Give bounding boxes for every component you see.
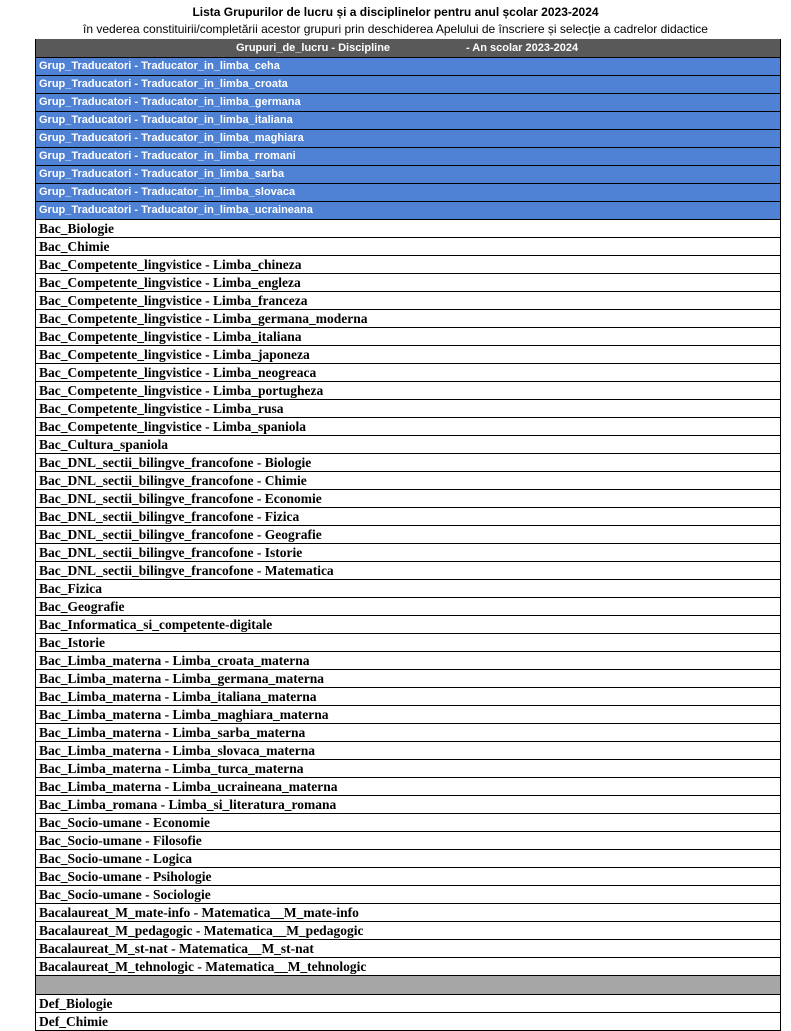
traducatori-section — [36, 58, 780, 220]
table-row: Grup_Traducatori - Traducator_in_limba_croata — [36, 76, 780, 94]
table-row: Def_Biologie — [36, 995, 780, 1013]
table-row: Grup_Traducatori - Traducator_in_limba_maghiara — [36, 130, 780, 148]
table-row: Bac_Informatica_si_competente-digitale — [36, 616, 780, 634]
document-subtitle: în vederea constituirii/completării acestor grupuri prin deschiderea Apelului de înscriere și selecție a cadrelor didactice — [83, 22, 708, 36]
table-row: Bac_Istorie — [36, 634, 780, 652]
table-row: Bacalaureat_M_tehnologic - Matematica__M_tehnologic — [36, 958, 780, 976]
table-row: Bac_Competente_lingvistice - Limba_italiana — [36, 328, 780, 346]
table-row: Grup_Traducatori - Traducator_in_limba_sarba — [36, 166, 780, 184]
table-row: Bac_Limba_materna - Limba_sarba_materna — [36, 724, 780, 742]
table-row: Bac_Limba_romana - Limba_si_literatura_romana — [36, 796, 780, 814]
table-row: Bac_Competente_lingvistice - Limba_franceza — [36, 292, 780, 310]
table-row: Bacalaureat_M_pedagogic - Matematica__M_pedagogic — [36, 922, 780, 940]
table-row: Bac_Limba_materna - Limba_ucraineana_materna — [36, 778, 780, 796]
header-school-year: - An scolar 2023-2024 — [466, 42, 579, 54]
groups-table — [35, 39, 781, 1031]
table-row: Bac_Chimie — [36, 238, 780, 256]
table-row: Def_Chimie — [36, 1013, 780, 1031]
table-row: Grup_Traducatori - Traducator_in_limba_germana — [36, 94, 780, 112]
table-row: Bac_Competente_lingvistice - Limba_chineza — [36, 256, 780, 274]
table-row: Bac_Competente_lingvistice - Limba_spaniola — [36, 418, 780, 436]
table-row: Bac_Socio-umane - Economie — [36, 814, 780, 832]
table-row: Bac_Competente_lingvistice - Limba_neogreaca — [36, 364, 780, 382]
table-row: Bacalaureat_M_st-nat - Matematica__M_st-nat — [36, 940, 780, 958]
table-row: Grup_Traducatori - Traducator_in_limba_italiana — [36, 112, 780, 130]
table-row: Bacalaureat_M_mate-info - Matematica__M_mate-info — [36, 904, 780, 922]
table-row: Bac_Competente_lingvistice - Limba_germana_moderna — [36, 310, 780, 328]
table-row: Bac_DNL_sectii_bilingve_francofone - Geografie — [36, 526, 780, 544]
table-row: Bac_Competente_lingvistice - Limba_engleza — [36, 274, 780, 292]
table-row: Bac_Geografie — [36, 598, 780, 616]
table-row: Bac_Limba_materna - Limba_maghiara_materna — [36, 706, 780, 724]
table-row: Bac_DNL_sectii_bilingve_francofone - Fizica — [36, 508, 780, 526]
table-row: Bac_Competente_lingvistice - Limba_rusa — [36, 400, 780, 418]
table-row: Grup_Traducatori - Traducator_in_limba_slovaca — [36, 184, 780, 202]
table-row: Bac_Competente_lingvistice - Limba_japoneza — [36, 346, 780, 364]
table-row: Bac_Fizica — [36, 580, 780, 598]
table-row: Bac_DNL_sectii_bilingve_francofone - Matematica — [36, 562, 780, 580]
bac-section — [36, 220, 780, 976]
table-header — [36, 39, 780, 58]
table-row: Bac_Limba_materna - Limba_germana_materna — [36, 670, 780, 688]
table-row: Grup_Traducatori - Traducator_in_limba_rromani — [36, 148, 780, 166]
table-row: Bac_Biologie — [36, 220, 780, 238]
table-row: Grup_Traducatori - Traducator_in_limba_ceha — [36, 58, 780, 76]
table-row: Grup_Traducatori - Traducator_in_limba_ucraineana — [36, 202, 780, 220]
table-row: Bac_Cultura_spaniola — [36, 436, 780, 454]
def-section — [36, 995, 780, 1031]
table-row: Bac_DNL_sectii_bilingve_francofone - Economie — [36, 490, 780, 508]
table-row: Bac_DNL_sectii_bilingve_francofone - Chimie — [36, 472, 780, 490]
table-row: Bac_Limba_materna - Limba_croata_materna — [36, 652, 780, 670]
table-row: Bac_Limba_materna - Limba_turca_materna — [36, 760, 780, 778]
header-groups-disciplines: Grupuri_de_lucru - Discipline — [236, 42, 391, 54]
table-row: Bac_DNL_sectii_bilingve_francofone - Biologie — [36, 454, 780, 472]
table-row: Bac_DNL_sectii_bilingve_francofone - Istorie — [36, 544, 780, 562]
section-separator — [36, 976, 780, 995]
table-row: Bac_Competente_lingvistice - Limba_portugheza — [36, 382, 780, 400]
table-row: Bac_Socio-umane - Filosofie — [36, 832, 780, 850]
table-row: Bac_Socio-umane - Logica — [36, 850, 780, 868]
document-title: Lista Grupurilor de lucru și a disciplinelor pentru anul școlar 2023-2024 — [192, 5, 599, 19]
table-row: Bac_Limba_materna - Limba_slovaca_materna — [36, 742, 780, 760]
table-row: Bac_Limba_materna - Limba_italiana_materna — [36, 688, 780, 706]
table-row: Bac_Socio-umane - Sociologie — [36, 886, 780, 904]
table-row: Bac_Socio-umane - Psihologie — [36, 868, 780, 886]
